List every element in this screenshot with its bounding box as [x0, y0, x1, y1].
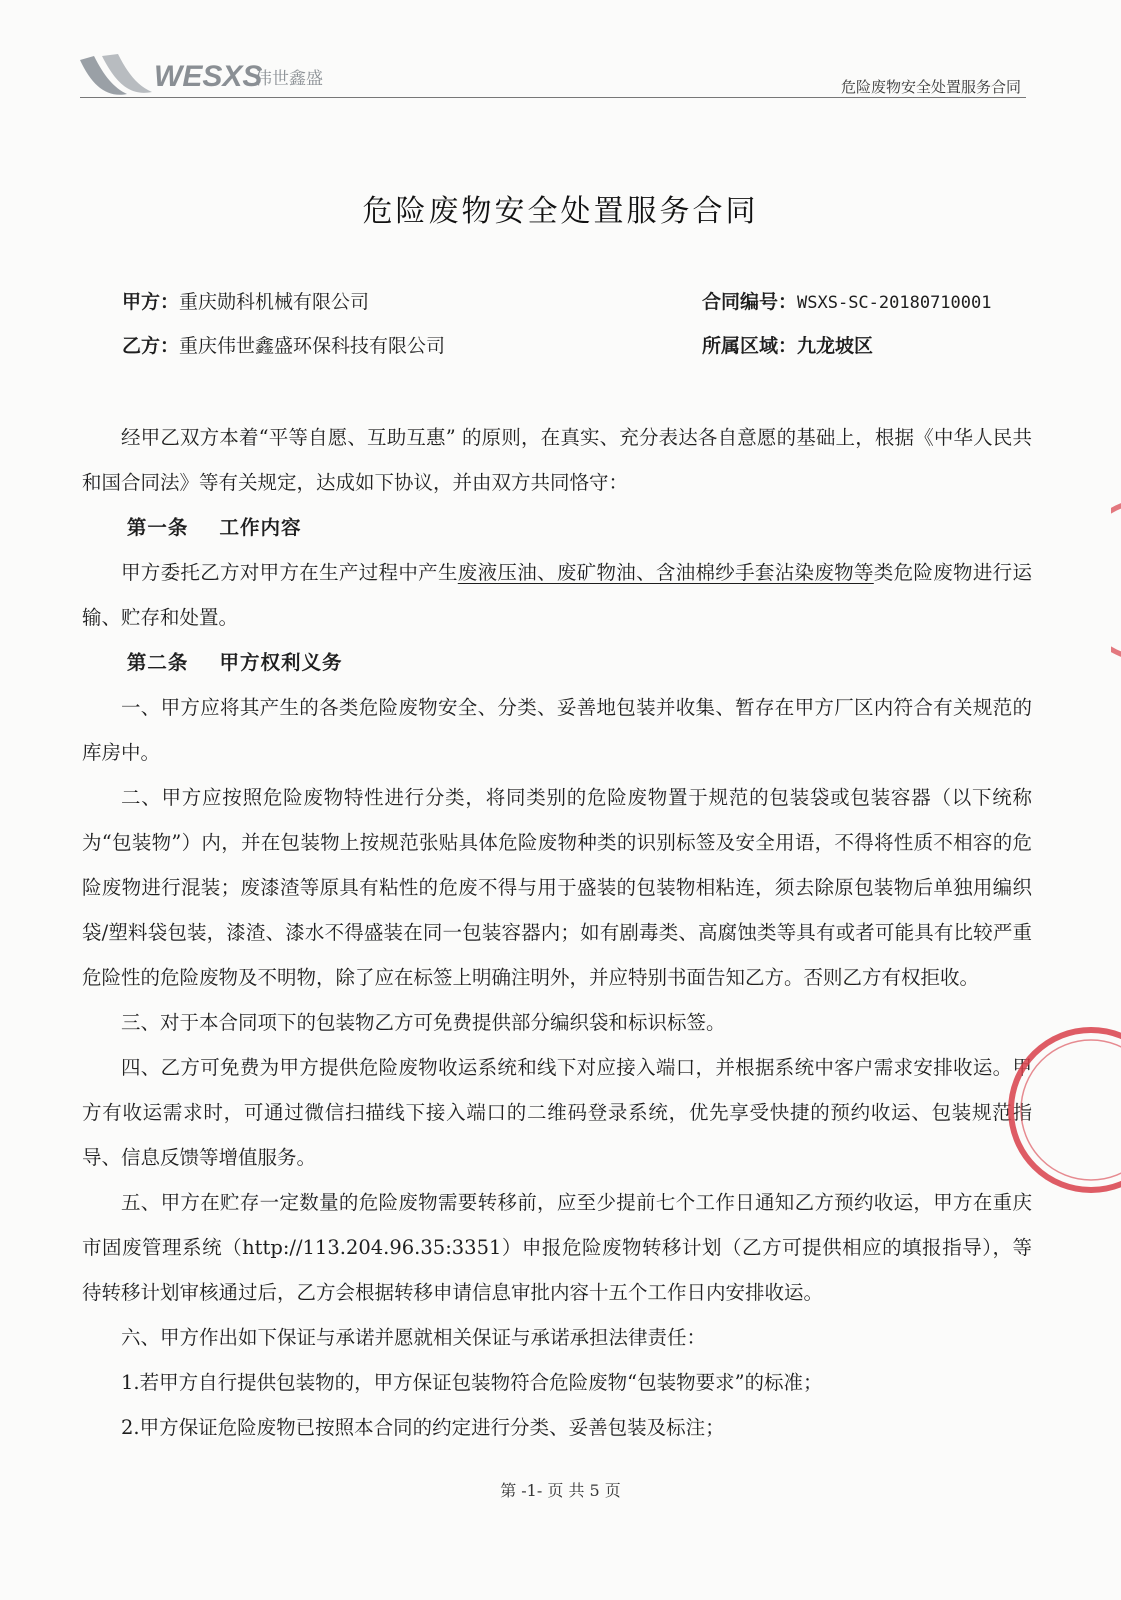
clause-5: 五、甲方在贮存一定数量的危险废物需要转移前，应至少提前七个工作日通知乙方预约收运，甲方在重庆市固废管理系统（http://113.204.96.35:3351）申报危险废物转移计划（乙方可提供相应的填报指导），等待转移计划审核通过后，乙方会根据转移申请信息审批内容十五个工作日内安排收运。 — [82, 1191, 1032, 1304]
article-1-paragraph — [82, 550, 1032, 640]
contract-number-label: 合同编号： — [702, 291, 798, 313]
region-value: 九龙坡区 — [797, 335, 874, 357]
running-header-title: 危险废物安全处置服务合同 — [840, 78, 1021, 96]
header-rule — [80, 97, 1026, 98]
article-1-title: 工作内容 — [219, 516, 302, 539]
party-a-name: 重庆勋科机械有限公司 — [179, 291, 370, 313]
page-number: 第 -1- 页 共 5 页 — [500, 1481, 621, 1500]
logo-text: WESXS — [154, 60, 263, 93]
clause-4: 四、乙方可免费为甲方提供危险废物收运系统和线下对应接入端口，并根据系统中客户需求安排收运。甲方有收运需求时，可通过微信扫描线下接入端口的二维码登录系统，优先享受快捷的预约收运、包装规范指导、信息反馈等增值服务。 — [82, 1056, 1032, 1169]
logo-cn-text: 伟世鑫盛 — [255, 69, 323, 89]
article-1-heading — [82, 505, 1032, 550]
company-seal-stamp — [1001, 1020, 1121, 1200]
region-line — [702, 331, 873, 358]
contract-number: WSXS-SC-20180710001 — [797, 293, 992, 313]
clause-6-item-2: 2.甲方保证危险废物已按照本合同的约定进行分类、妥善包装及标注； — [121, 1416, 725, 1439]
article-1-number: 第一条 — [126, 516, 189, 539]
clause-2: 二、甲方应按照危险废物特性进行分类，将同类别的危险废物置于规范的包装袋或包装容器（以下统称为“包装物”）内，并在包装物上按规范张贴具体危险废物种类的识别标签及安全用语，不得将性质不相容的危险废物进行混装；废漆渣等原具有粘性的危废不得与用于盛装的包装物相粘连，须去除原包装物后单独用编织袋/塑料袋包装，漆渣、漆水不得盛装在同一包装容器内；如有剧毒类、高腐蚀类等具有或者可能具有比较严重危险性的危险废物及不明物，除了应在标签上明确注明外，并应特别书面告知乙方。否则乙方有权拒收。 — [82, 786, 1032, 989]
article-2-number: 第二条 — [126, 651, 189, 674]
article-1-text-post: 类危险废物进行运输、贮存和处置。 — [82, 561, 1032, 629]
article-2-title: 甲方权利义务 — [219, 651, 343, 674]
contract-body — [82, 415, 1032, 1450]
party-a-label: 甲方： — [122, 291, 180, 313]
article-1-text-pre: 甲方委托乙方对甲方在生产过程中产生 — [121, 561, 458, 584]
party-a-line — [122, 287, 369, 314]
page-seam-stamp — [1111, 500, 1121, 660]
party-b-name: 重庆伟世鑫盛环保科技有限公司 — [179, 335, 446, 357]
clause-6-item-1: 1.若甲方自行提供包装物的，甲方保证包装物符合危险废物“包装物要求”的标准； — [121, 1371, 823, 1394]
document-title: 危险废物安全处置服务合同 — [362, 194, 759, 229]
clause-3: 三、对于本合同项下的包装物乙方可免费提供部分编织袋和标识标签。 — [121, 1011, 726, 1034]
article-2-heading — [82, 640, 1032, 685]
party-b-line — [122, 331, 445, 358]
region-label: 所属区域： — [702, 335, 798, 357]
clause-6: 六、甲方作出如下保证与承诺并愿就相关保证与承诺承担法律责任： — [121, 1326, 707, 1349]
intro-paragraph: 经甲乙双方本着“平等自愿、互助互惠” 的原则，在真实、充分表达各自意愿的基础上，根据《中华人民共和国合同法》等有关规定，达成如下协议，并由双方共同恪守： — [82, 426, 1032, 494]
waste-types-underlined: 废液压油、废矿物油、含油棉纱手套沾染废物等 — [457, 561, 874, 584]
party-b-label: 乙方： — [122, 335, 180, 357]
clause-1: 一、甲方应将其产生的各类危险废物安全、分类、妥善地包装并收集、暂存在甲方厂区内符合有关规范的库房中。 — [82, 696, 1032, 764]
contract-number-line — [702, 287, 991, 314]
